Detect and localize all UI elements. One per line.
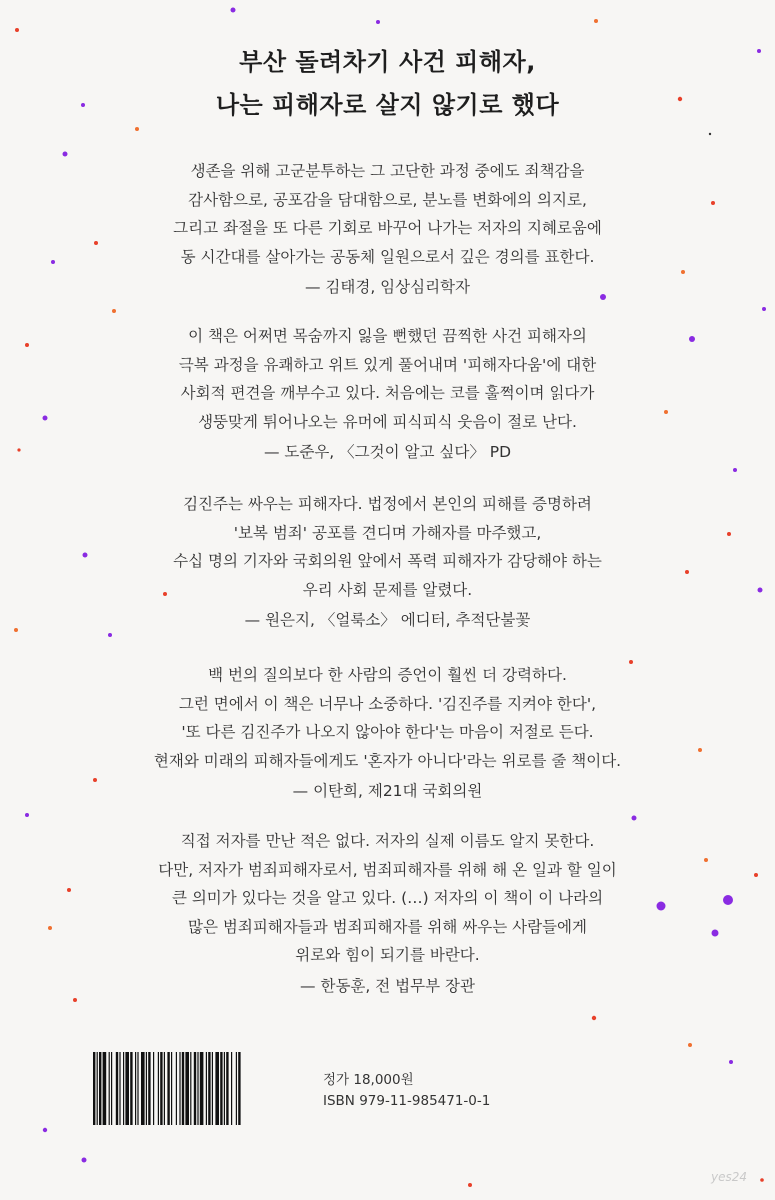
confetti-dot [698,748,702,752]
endorsement-line: 많은 범죄피해자들과 범죄피해자를 위해 싸우는 사람들에게 [188,917,587,936]
endorsement-line: 김진주는 싸우는 피해자다. 법정에서 본인의 피해를 증명하려 [183,495,592,513]
confetti-dot [51,260,55,264]
headline-line-2: 나는 피해자로 살지 않기로 했다 [215,91,560,119]
confetti-dot [93,778,97,782]
endorsement-line: 다만, 저자가 범죄피해자로서, 범죄피해자를 위해 해 온 일과 할 일이 [158,860,617,879]
confetti-dot [73,998,77,1002]
confetti-dot [729,1060,733,1064]
confetti-dot [664,410,668,414]
endorsement-line: 그런 면에서 이 책은 너무나 소중하다. '김진주를 지켜야 한다', [178,694,597,713]
confetti-dot [592,1016,596,1020]
endorsement-line: 그리고 좌절을 또 다른 기회로 바꾸어 나가는 저자의 지혜로움에 [173,219,602,237]
confetti-dot [727,532,731,536]
confetti-dot [709,133,711,135]
confetti-dot [48,926,52,930]
endorsement-line: 동 시간대를 살아가는 공동체 일원으로서 깊은 경의를 표한다. [180,247,595,266]
endorsement-line: '보복 범죄' 공포를 견디며 가해자를 마주했고, [233,523,542,542]
isbn-label: ISBN 979-11-985471-0-1 [323,1093,491,1109]
confetti-dot [629,660,633,664]
endorsement-line: 생존을 위해 고군분투하는 그 고단한 과정 중에도 죄책감을 [190,162,585,180]
confetti-dot [81,103,85,107]
endorsement-line: 생뚱맞게 튀어나오는 유머에 피식피식 웃음이 절로 난다. [198,412,577,431]
confetti-dot [63,152,68,157]
confetti-dot [733,468,737,472]
endorsement-line: 우리 사회 문제를 알렸다. [302,580,473,599]
endorsement-line: '또 다른 김진주가 나오지 않아야 한다'는 마음이 저절로 든다. [181,723,594,741]
endorsement-line: 큰 의미가 있다는 것을 알고 있다. (…) 저자의 이 책이 이 나라의 [171,889,604,907]
endorsement-attribution: — 도준우, 〈그것이 알고 싶다〉 PD [263,443,512,461]
price-label: 정가 18,000원 [323,1072,414,1088]
endorsement-line: 이 책은 어쩌면 목숨까지 잃을 뻔했던 끔찍한 사건 피해자의 [188,327,587,345]
endorsement-line: 현재와 미래의 피해자들에게도 '혼자가 아니다'라는 위로를 줄 책이다. [153,751,622,770]
endorsement-attribution: — 이탄희, 제21대 국회의원 [292,782,483,800]
confetti-dot [594,19,598,23]
confetti-dot [723,895,733,905]
confetti-dot [757,49,761,53]
endorsement-line: 수십 명의 기자와 국회의원 앞에서 폭력 피해자가 감당해야 하는 [173,552,602,570]
endorsement-line: 백 번의 질의보다 한 사람의 증언이 훨씬 더 강력하다. [208,666,567,684]
confetti-dot [43,1128,47,1132]
endorsement-attribution: — 원은지, 〈얼룩소〉 에디터, 추적단불꽃 [244,611,531,629]
confetti-dot [678,97,682,101]
endorsement-attribution: — 한동훈, 전 법무부 장관 [300,976,475,995]
confetti-dot [163,592,167,596]
confetti-dot [689,336,695,342]
endorsement-line: 감사함으로, 공포감을 담대함으로, 분노를 변화에의 의지로, [188,190,587,209]
confetti-dot [14,628,18,632]
endorsement-line: 극복 과정을 유쾌하고 위트 있게 풀어내며 '피해자다움'에 대한 [178,355,597,374]
confetti-dot [43,416,48,421]
confetti-dot [135,127,139,131]
confetti-dot [632,816,637,821]
confetti-dot [657,902,666,911]
confetti-dot [67,888,71,892]
confetti-dot [711,201,715,205]
confetti-dot [600,294,606,300]
headline-line-1: 부산 돌려차기 사건 피해자, [239,48,536,76]
endorsement-line: 사회적 편견을 깨부수고 있다. 처음에는 코를 훌쩍이며 읽다가 [180,384,595,402]
confetti-dot [704,858,708,862]
confetti-dot [112,309,116,313]
confetti-dot [108,633,112,637]
endorsement-attribution: — 김태경, 임상심리학자 [304,278,471,296]
confetti-dot [685,570,689,574]
confetti-dot [762,307,766,311]
confetti-dot [25,343,29,347]
confetti-dot [468,1183,472,1187]
watermark-logo: yes24 [711,1170,748,1184]
confetti-dot [94,241,98,245]
confetti-dot [17,448,20,451]
confetti-dot [760,1178,764,1182]
confetti-dot [758,588,763,593]
confetti-dot [82,1158,87,1163]
endorsement-line: 직접 저자를 만난 적은 없다. 저자의 실제 이름도 알지 못한다. [180,832,595,850]
confetti-dot [688,1043,692,1047]
confetti-dot [681,270,685,274]
confetti-dot [15,28,19,32]
confetti-dot [231,8,236,13]
confetti-dot [754,873,758,877]
confetti-dot [83,553,88,558]
endorsement-line: 위로와 힘이 되기를 바란다. [295,946,480,964]
confetti-dot [712,930,719,937]
confetti-dot [25,813,29,817]
confetti-dot [376,20,380,24]
